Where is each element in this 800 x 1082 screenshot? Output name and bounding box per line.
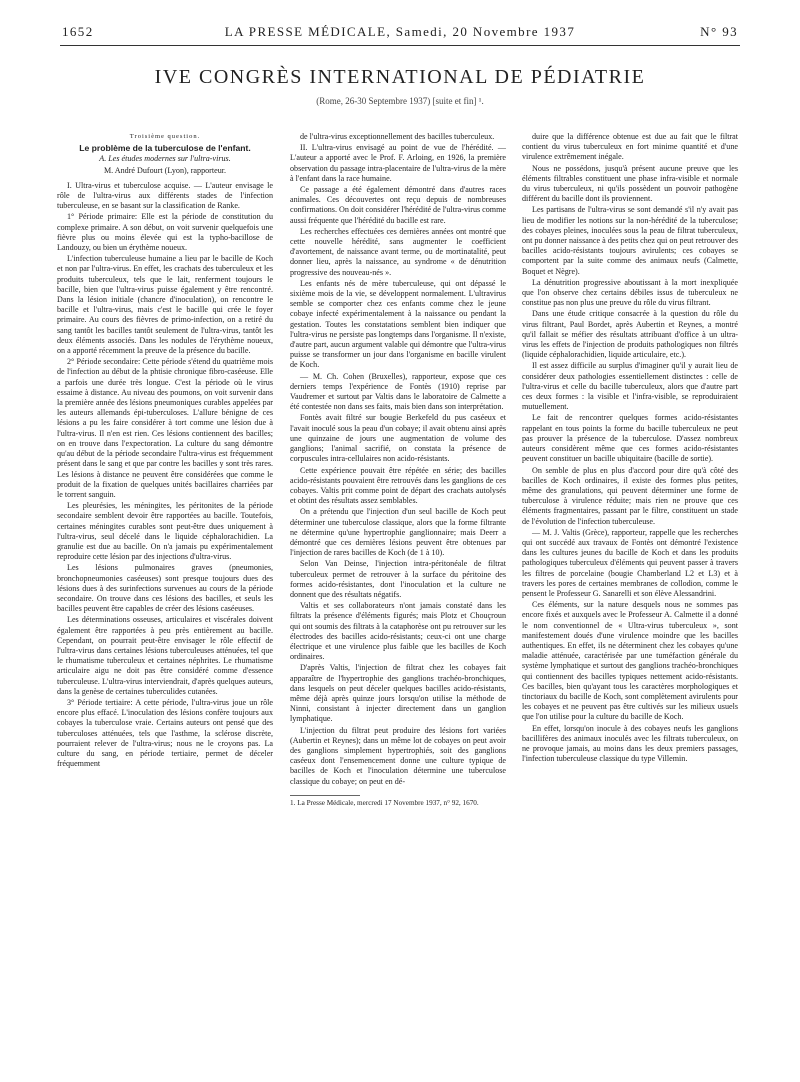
paragraph: On semble de plus en plus d'accord pour dire qu'à côté des bacilles de Koch ordinaires, il existe des formes plus petites, même des granulations, qui peuvent déterminer une forme de tuberculose à virulence réduite; mais rien ne prouve que ces éléments fragmentaires, passant par le filtre, constituent un stade de l'évolution de l'infection tuberculeuse.	[522, 465, 738, 526]
paragraph: En effet, lorsqu'on inocule à des cobayes neufs les ganglions bacillifères des animaux inoculés avec les filtrats tuberculeux, on ne provoque jamais, au moins dans les deux premiers passages, l'infection tuberculeuse classique du type Villemin.	[522, 723, 738, 764]
paragraph: Fontès avait filtré sur bougie Berkefeld du pus caséeux et l'avait inoculé sous la peau d'un cobaye; il avait obtenu ainsi après une quinzaine de jours une augmentation de volume des ganglions; l'animal sacrifié, on constata la présence de corpuscules intra-cellulaires non acido-résistants.	[290, 413, 506, 464]
section-subheading: A. Les études modernes sur l'ultra-virus.	[99, 154, 231, 164]
paragraph: Ce passage a été également démontré dans d'autres races animales. Ces découvertes ont reçu depuis de nombreuses confirmations. On doit considérer l'hérédité de l'ultra-virus comme aussi fréquente que l'hérédité du bacille est rare.	[290, 185, 506, 225]
header-rule	[60, 45, 740, 46]
paragraph: — M. Ch. Cohen (Bruxelles), rapporteur, expose que ces derniers temps l'expérience de Fontès (1910) reprise par Vaudremer et surtout par Valtis dans le laboratoire de Calmette a été contestée non dans ses faits, mais bien dans son interprétation.	[290, 371, 506, 412]
journal-title: LA PRESSE MÉDICALE, Samedi, 20 Novembre 1937	[224, 24, 576, 39]
paragraph: Ces éléments, sur la nature desquels nous ne sommes pas encore fixés et auxquels avec le Professeur A. Calmette il a donné le nom conventionnel de « Ultra-virus tuberculeux », sont manifestement doués d'une virulence moindre que les bacilles authentiques. En effet, ils ne déterminent chez les cobayes qu'une maladie atténuée, caractérisée par une tuméfaction générale du système lymphatique et surtout des ganglions trachéo-bronchiques qui contiennent des bacilles typiques nettement acido-résistants. Ces bacilles, bien qu'ayant tous les caractères morphologiques et tinctoriaux du bacille de Koch, sont complètement avirulents pour les cobayes et ne peuvent pas être cultivés sur les milieux usuels que l'on utilise pour la culture du bacille de Koch.	[522, 600, 738, 722]
column-1	[57, 132, 273, 770]
paragraph: Les recherches effectuées ces dernières années ont montré que cette nouvelle hérédité, sans augmenter le coefficient d'avortement, de naissance avant terme, ou de mortinatalité, peut donner lieu, après la naissance, au syndrome « de dénutrition progressive des nouveau-nés ».	[290, 226, 506, 277]
paragraph: Cette expérience pouvait être répétée en série; des bacilles acido-résistants pouvaient être retrouvés dans les ganglions de ces cobayes. Valtis prit comme point de départ des crachats autolysés et obtint des résultats assez semblables.	[290, 465, 506, 506]
paragraph: Les partisans de l'ultra-virus se sont demandé s'il n'y avait pas lieu de modifier les notions sur la non-hérédité de la tuberculose; des cobayes pleines, inoculées sous la peau de filtrat tuberculeux, ont pu donner naissance à des petits chez qui on peut retrouver des bacilles acido-résistants toujours avirulents; ces cobayes se comportent par la suite comme des animaux neufs (Calmette, Boquet et Nègre).	[522, 205, 738, 276]
column-3	[522, 132, 738, 765]
issue-number: N° 93	[700, 24, 738, 39]
paragraph: 1° Période primaire: Elle est la période de constitution du complexe primaire. A son début, on voit survenir quelquefois une fièvre plus ou moins élevée qui est la typho-bacillose de Landouzy, ou bien un érythème noueux.	[57, 212, 273, 253]
paragraph: de l'ultra-virus exceptionnellement des bacilles tuberculeux.	[300, 132, 495, 141]
paragraph: — M. J. Valtis (Grèce), rapporteur, rappelle que les recherches qui ont succédé aux travaux de Fontès ont démontré l'existence dans les cultures jeunes du bacille de Koch et dans les produits pathologiques tuberculeux d'éléments qui peuvent passer à travers les filtres de porcelaine (bougie Chamberland L2 et L3) et à travers les pores de certaines membranes de collodion, comme le pensent le Professeur G. Sanarelli et son élève Alessandrini.	[522, 527, 738, 598]
paragraph: Les pleurésies, les méningites, les péritonites de la période secondaire semblent devoir être rapportées au bacille. Toutefois, certaines méningites curables sont peut-être dues uniquement à l'ultra-virus, seul décelé dans le liquide céphalorachidien. La granulie est due au bacille. On n'a jamais pu expérimentalement reproduire cette lésion par des injections d'ultra-virus.	[57, 501, 273, 562]
paragraph: duire que la différence obtenue est due au fait que le filtrat contient du virus tuberculeux en fort minime quantité et d'une virulence extrêmement inégale.	[522, 132, 738, 162]
paragraph: La dénutrition progressive aboutissant à la mort inexpliquée que l'on observe chez certains débiles issus de tuberculeux ne constitue pas non plus une preuve du rôle du virus filtrant.	[522, 277, 738, 308]
section-heading: Le problème de la tuberculose de l'enfant.	[79, 143, 251, 154]
paragraph: Dans une étude critique consacrée à la question du rôle du virus filtrant, Paul Bordet, après Aubertin et Reynes, a montré qu'il fallait se méfier des résultats attribuant d'office à un ultra-virus les effets de l'injection de produits pathologiques non filtrés (liquide céphalorachidien, liquide articulaire, etc.).	[522, 309, 738, 360]
paragraph: 2° Période secondaire: Cette période s'étend du quatrième mois de l'infection au début de la phtisie chronique fibro-caséeuse. Elle a parfois une durée très longue. C'est la période où le virus essaime à distance. Au niveau des poumons, on voit survenir dans la première année des lésions pneumoniques curables appelées par les auteurs allemands épi-tuberculoses. L'allure bénigne de ces lésions a pu les faire considérer à tort comme une lésion due à l'ultra-virus. Il n'en est rien. Ces lésions contiennent des bacilles; on en trouve dans l'expectoration. La culture du sang démontre qu'au début de la période secondaire l'ultra-virus est fréquemment présent dans le sang et que par contre les bacilles y sont très rares. Les lésions à distance ne peuvent être considérées que comme le produit de la fixation de quelques unités bacillaires charriées par le torrent sanguin.	[57, 357, 273, 499]
paragraph: L'infection tuberculeuse humaine a lieu par le bacille de Koch et non par l'ultra-virus. En effet, les crachats des tuberculeux et les produits tuberculeux, tels que le lait, renferment toujours le bacille, bien que l'ultra-virus puisse également y être rencontré. Dans la lésion initiale (chancre d'inoculation), on rencontre le bacille et l'ultra-virus, mais c'est le bacille qui crée le foyer primaire. Au cours des fièvres de primo-infection, on a retiré du sang tantôt les bacilles tantôt seulement de l'ultra-virus, tantôt les deux éléments associés. Dans les nodules de l'érythème noueux, on a apporté récemment la preuve de la présence du bacille.	[57, 254, 273, 356]
paragraph: 3° Période tertiaire: A cette période, l'ultra-virus joue un rôle encore plus effacé. L'inoculation des lésions confère toujours aux cobayes la tuberculose vraie. Certains auteurs ont pensé que des tuberculoses atténuées, tels que l'asthme, la sclérose discrète, pourraient relever de l'ultra-virus; nous ne le croyons pas. La culture du sang, en période tertiaire, permet de déceler fréquemment	[57, 697, 273, 769]
page-number: 1652	[62, 24, 94, 39]
paragraph: II. L'ultra-virus envisagé au point de vue de l'hérédité. — L'auteur a apporté avec le Prof. F. Arloing, en 1926, la première observation du passage intra-placentaire de l'ultra-virus de la mère à l'enfant dans la race humaine.	[290, 143, 506, 183]
paragraph: Il est assez difficile au surplus d'imaginer qu'il y aurait lieu de considérer deux pathologies essentiellement distinctes : celle de l'ultra-virus et celle du bacille tuberculeux, alors que d'autre part ces deux formes : la visible et l'infra-visible, se reproduiraient mutuellement.	[522, 361, 738, 412]
section-label: Troisième question.	[129, 133, 201, 140]
paragraph: Nous ne possédons, jusqu'à présent aucune preuve que les éléments filtrables constituent une phase infra-visible et normale du virus tuberculeux, ni qu'ils possèdent un pouvoir pathogène différent du bacille dont ils proviennent.	[522, 163, 738, 204]
paragraph: On a prétendu que l'injection d'un seul bacille de Koch peut déterminer une tuberculose classique, alors que la forme filtrante ne détermine qu'une hypertrophie ganglionnaire; mais Deerr a démontré que ces dernières lésions peuvent être obtenues par l'injection de rares bacilles de Koch (de 1 à 10).	[290, 507, 506, 558]
congress-subtitle: (Rome, 26-30 Septembre 1937) [suite et fin] ¹.	[316, 96, 484, 106]
paragraph: Valtis et ses collaborateurs n'ont jamais constaté dans les filtrats la présence d'éléments figurés; mais Plotz et Chouçroun qui ont soumis des filtrats à la cataphorèse ont pu retrouver sur les électrodes des bacilles acido-résistants; ceux-ci ont une charge électrique et une virulence plus faible que les bacilles de Koch ordinaires.	[290, 601, 506, 662]
section-author: M. André Dufourt (Lyon), rapporteur.	[103, 165, 227, 175]
paragraph: L'injection du filtrat peut produire des lésions fort variées (Aubertin et Reynes); dans un même lot de cobayes on peut avoir des ganglions simplement hypertrophiés, soit des ganglions caséeux dont l'ensemencement donne une culture typique de bacilles de Koch et l'inoculation détermine une tuberculose classique du cobaye; on peut en dé-	[290, 725, 506, 786]
paragraph: Le fait de rencontrer quelques formes acido-résistantes rappelant en tous points la forme du bacille tuberculeux ne peut pas prouver la présence de la tuberculose. D'assez nombreux auteurs considèrent même que ces formes acido-résistantes peuvent constituer un bacille ubiquitaire (bacille de sortie).	[522, 413, 738, 464]
footnote-rule	[290, 795, 360, 796]
footnote: 1. La Presse Médicale, mercredi 17 Novembre 1937, n° 92, 1670.	[290, 798, 479, 807]
paragraph: D'après Valtis, l'injection de filtrat chez les cobayes fait apparaître de l'hypertrophie des ganglions trachéo-bronchiques, dans lesquels on peut déceler quelques bacilles acido-résistants, même déjà après quinze jours lorsqu'on utilise la méthode de Ninni, consistant à injecter directement dans un ganglion lymphatique.	[290, 663, 506, 724]
paragraph: Les lésions pulmonaires graves (pneumonies, bronchopneumonies caséeuses) sont presque toujours dues des lésions dues à des surinfections survenues au cours de la période secondaire. On trouve dans ces lésions des bacilles, et seuls les bacilles peuvent être capables de créer des lésions caséeuses.	[57, 563, 273, 614]
column-2	[290, 132, 506, 809]
running-header	[62, 24, 738, 40]
paragraph: Selon Van Deinse, l'injection intra-péritonéale de filtrat tuberculeux permet de retrouver à la surface du péritoine des formes acido-résistantes, dont l'inoculation et la culture ne donnent que des résultats négatifs.	[290, 559, 506, 599]
paragraph: Les déterminations osseuses, articulaires et viscérales doivent également être rapportées à peu près entièrement au bacille. Cependant, on pourrait peut-être envisager le rôle effectif de l'ultra-virus dans certaines lésions tuberculeuses atténuées, tel que le rhumatisme tuberculeux et certaines néphrites. Le rhumatisme articulaire aigu ne doit pas être considéré comme d'essence tuberculeuse. L'ultra-virus interviendrait, d'après quelques auteurs, dans la genèse de certaines tuberculides cutanées.	[57, 615, 273, 696]
congress-title: IVE CONGRÈS INTERNATIONAL DE PÉDIATRIE	[154, 66, 646, 88]
paragraph: Les enfants nés de mère tuberculeuse, qui ont dépassé le sixième mois de la vie, se développent normalement. L'ultravirus semble se comporter chez ces enfants comme chez le jeune cobaye infecté expérimentalement à la naissance ou pendant la gestation. Toutes les constatations semblent bien indiquer que l'ultra-virus ne persiste pas longtemps dans l'organisme. Il n'existe, d'autre part, aucun argument valable qui démontre que l'ultra-virus puisse se transformer un jour dans l'organisme en bacille virulent de Koch.	[290, 278, 506, 370]
paragraph: I. Ultra-virus et tuberculose acquise. — L'auteur envisage le rôle de l'ultra-virus aux différents stades de l'infection tuberculeuse, en se basant sur la classification de Ranke.	[57, 180, 273, 211]
